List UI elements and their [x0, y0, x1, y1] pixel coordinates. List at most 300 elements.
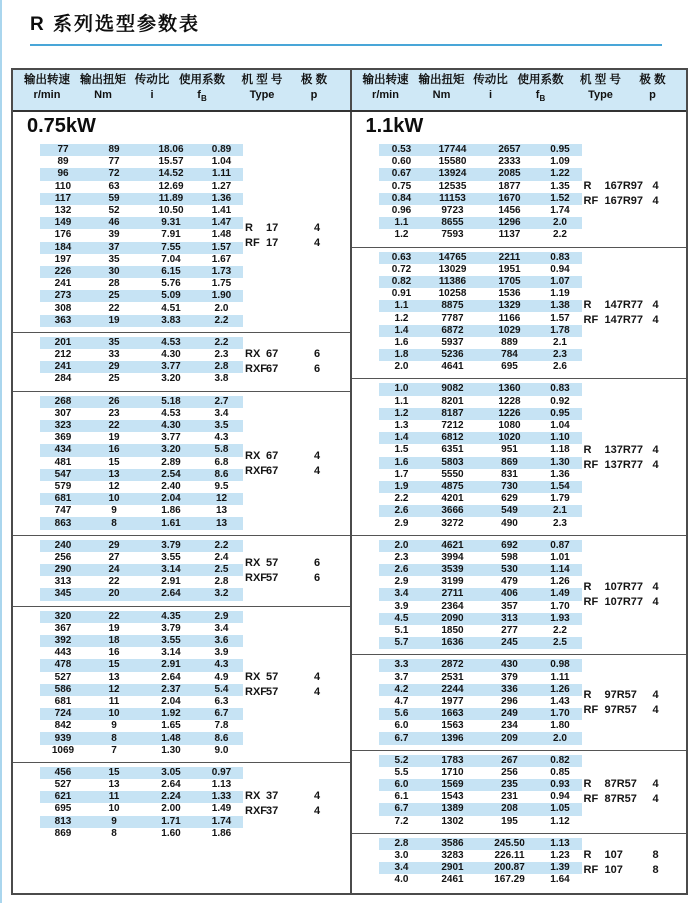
- table-row: [379, 337, 582, 349]
- type-line: [584, 848, 662, 863]
- table-cell: 1.13: [550, 837, 570, 849]
- table-block: [352, 140, 687, 247]
- power-section-1-1kw: [350, 112, 687, 893]
- table-row: [40, 266, 243, 278]
- model-number: 67: [266, 449, 279, 462]
- table-cell: 0.95: [550, 407, 570, 419]
- table-row: [379, 540, 582, 552]
- table-body: [13, 112, 686, 893]
- type-column: [584, 178, 662, 208]
- table-row: [40, 623, 243, 635]
- pole-count: 8: [652, 864, 659, 877]
- type-line: [245, 347, 323, 362]
- type-line: [584, 702, 662, 717]
- type-column: [584, 298, 662, 328]
- model-number: 167R97: [604, 194, 644, 207]
- table-cell: 4.30: [161, 349, 181, 361]
- table-cell: 1.43: [550, 695, 570, 707]
- table-cell: 3.8: [214, 373, 229, 385]
- table-cell: 17744: [438, 144, 467, 156]
- table-cell: 2.2: [214, 336, 229, 348]
- table-cell: 1.47: [211, 217, 232, 229]
- table-row: [379, 432, 582, 444]
- table-cell: 2.5: [553, 637, 567, 649]
- model-prefix: R: [583, 299, 592, 312]
- table-cell: 16: [108, 647, 120, 659]
- table-row: [40, 635, 243, 647]
- table-cell: 549: [501, 505, 518, 517]
- table-cell: 1.04: [211, 156, 232, 168]
- table-cell: 8655: [441, 217, 464, 229]
- table-cell: 1.4: [394, 324, 409, 336]
- table-row: [40, 315, 243, 327]
- header-column: [357, 73, 415, 106]
- table-cell: 11386: [438, 275, 467, 287]
- table-cell: 0.63: [391, 251, 412, 263]
- table-cell: 6.0: [394, 720, 409, 732]
- table-cell: 2.6: [394, 505, 409, 517]
- model-number: 57: [266, 685, 279, 698]
- model-number: 147R77: [604, 299, 644, 312]
- table-cell: 2.0: [553, 732, 567, 744]
- table-cell: 1.5: [394, 444, 409, 456]
- table-row: [40, 229, 243, 241]
- header-label-cn: 机 型 号: [241, 74, 283, 87]
- table-cell: 1080: [498, 420, 521, 432]
- table-cell: 1783: [441, 754, 464, 766]
- type-column: [584, 442, 662, 472]
- table-cell: 12: [215, 493, 228, 505]
- table-row: [40, 181, 243, 193]
- type-line: [584, 777, 662, 792]
- model-prefix: RF: [583, 703, 599, 716]
- table-cell: 3199: [441, 576, 464, 588]
- table-cell: 1.27: [211, 180, 232, 192]
- left-edge-accent: [0, 0, 2, 903]
- table-cell: 27: [108, 551, 120, 563]
- table-cell: 586: [54, 683, 72, 695]
- table-cell: 9: [111, 815, 117, 827]
- table-row: [40, 791, 243, 803]
- table-row: [40, 611, 243, 623]
- table-row: [40, 457, 243, 469]
- table-cell: 4.9: [214, 671, 229, 683]
- model-number: 97R57: [604, 703, 637, 716]
- model-number: 147R77: [604, 314, 644, 327]
- block-rows: [40, 540, 243, 601]
- table-row: [40, 420, 243, 432]
- table-cell: 1710: [441, 766, 464, 778]
- table-row: [40, 659, 243, 671]
- table-cell: 1850: [441, 625, 464, 637]
- table-cell: 443: [54, 647, 72, 659]
- table-cell: 35: [108, 336, 120, 348]
- table-cell: 1302: [441, 815, 464, 827]
- model-prefix: RF: [583, 596, 599, 609]
- table-cell: 481: [54, 456, 72, 468]
- table-cell: 1.0: [394, 383, 409, 395]
- table-row: [379, 684, 582, 696]
- table-cell: 24: [108, 564, 120, 576]
- table-cell: 1389: [441, 803, 464, 815]
- table-cell: 307: [54, 407, 72, 419]
- table-cell: 6.7: [394, 803, 409, 815]
- model-number: 97R57: [604, 688, 637, 701]
- table-cell: 842: [54, 720, 72, 732]
- table-cell: 3.20: [161, 373, 181, 385]
- table-cell: 2.9: [214, 610, 229, 622]
- table-cell: 29: [108, 539, 120, 551]
- table-cell: 4.3: [214, 432, 229, 444]
- model-prefix: RXF: [245, 805, 267, 818]
- model-type: [245, 671, 278, 683]
- table-cell: 19: [108, 314, 120, 326]
- table-cell: 1.78: [550, 324, 570, 336]
- table-cell: 5803: [441, 456, 464, 468]
- table-cell: 939: [54, 732, 72, 744]
- model-number: 57: [266, 670, 279, 683]
- table-cell: 1.54: [550, 480, 570, 492]
- pole-count: 4: [652, 596, 659, 609]
- table-cell: 6.1: [394, 791, 409, 803]
- table-cell: 1.6: [394, 336, 409, 348]
- table-cell: 1.67: [211, 253, 232, 265]
- table-cell: 369: [54, 432, 72, 444]
- table-cell: 621: [54, 791, 72, 803]
- table-cell: 249: [501, 708, 518, 720]
- table-cell: 2.91: [161, 659, 181, 671]
- table-cell: 1.71: [161, 815, 181, 827]
- table-cell: 1.11: [550, 671, 570, 683]
- table-row: [40, 302, 243, 314]
- table-cell: 1226: [498, 407, 521, 419]
- block-rows: [40, 767, 243, 840]
- header-half: [13, 70, 350, 110]
- header-label-unit: r/min: [33, 89, 61, 102]
- table-cell: 8.6: [214, 468, 229, 480]
- model-prefix: R: [583, 581, 592, 594]
- table-cell: 1.10: [550, 432, 570, 444]
- table-row: [40, 493, 243, 505]
- table-cell: 2.2: [553, 625, 567, 637]
- table-row: [40, 672, 243, 684]
- table-cell: 8: [111, 517, 117, 529]
- type-line: [245, 684, 323, 699]
- type-line: [245, 362, 323, 377]
- table-cell: 345: [54, 588, 72, 600]
- table-cell: 0.67: [391, 168, 412, 180]
- table-cell: 110: [54, 180, 72, 192]
- model-type: [245, 363, 278, 375]
- table-cell: 1.12: [550, 815, 570, 827]
- table-cell: 1.74: [550, 205, 570, 217]
- table-row: [40, 144, 243, 156]
- table-cell: 6.8: [214, 456, 229, 468]
- pole-count: 4: [313, 464, 321, 477]
- table-cell: 1.41: [211, 205, 232, 217]
- table-block: [13, 391, 350, 535]
- table-cell: 0.89: [211, 144, 232, 156]
- table-cell: 3.77: [161, 361, 181, 373]
- table-row: [40, 193, 243, 205]
- table-cell: 1.70: [550, 708, 570, 720]
- table-row: [40, 254, 243, 266]
- table-cell: 1.26: [550, 576, 570, 588]
- table-cell: 10: [108, 493, 120, 505]
- table-cell: 0.92: [550, 395, 570, 407]
- table-cell: 4.35: [161, 610, 181, 622]
- pole-count: 4: [313, 790, 321, 803]
- table-row: [40, 647, 243, 659]
- table-cell: 15: [108, 659, 120, 671]
- header-column: [633, 73, 673, 106]
- header-label-unit: $f_B$: [535, 89, 546, 104]
- table-cell: 296: [501, 695, 518, 707]
- model-type: [584, 704, 637, 716]
- table-cell: 1.73: [211, 265, 232, 277]
- table-cell: 1977: [441, 695, 464, 707]
- table-cell: 4201: [441, 493, 464, 505]
- table-header: [13, 70, 686, 112]
- table-cell: 1.9: [394, 480, 409, 492]
- table-cell: 1.86: [211, 827, 232, 839]
- table-block: [13, 332, 350, 391]
- table-cell: 15.57: [158, 156, 184, 168]
- header-column: [469, 73, 513, 106]
- table-cell: 5.8: [214, 444, 229, 456]
- table-cell: 7.8: [214, 720, 229, 732]
- table-row: [379, 564, 582, 576]
- table-row: [379, 505, 582, 517]
- table-cell: 8: [111, 732, 117, 744]
- table-cell: 96: [57, 168, 69, 180]
- table-cell: 5236: [441, 349, 464, 361]
- model-prefix: RX: [245, 449, 261, 462]
- model-type: [245, 348, 278, 360]
- model-number: 17: [266, 222, 279, 235]
- table-cell: 2.2: [214, 314, 229, 326]
- pole-count: 4: [652, 703, 659, 716]
- table-cell: 2.3: [214, 349, 229, 361]
- table-cell: 52: [108, 205, 120, 217]
- table-cell: 29: [108, 361, 120, 373]
- table-cell: 1.60: [161, 827, 181, 839]
- table-row: [379, 481, 582, 493]
- model-type: [584, 864, 623, 876]
- table-cell: 256: [54, 551, 72, 563]
- table-cell: 6.3: [214, 695, 229, 707]
- header-label-cn: 传动比: [473, 74, 508, 87]
- table-cell: 490: [501, 517, 518, 529]
- table-cell: 200.87: [494, 862, 525, 874]
- table-cell: 363: [54, 314, 72, 326]
- pole-count: 4: [652, 778, 659, 791]
- table-row: [40, 552, 243, 564]
- block-rows: [40, 611, 243, 757]
- table-cell: 22: [108, 420, 120, 432]
- table-cell: 3.77: [161, 432, 181, 444]
- table-cell: 1.49: [211, 803, 232, 815]
- table-cell: 8.6: [214, 732, 229, 744]
- table-cell: 0.93: [550, 779, 570, 791]
- block-rows: [379, 383, 582, 529]
- table-row: [40, 337, 243, 349]
- model-type: [245, 237, 278, 249]
- header-column: [174, 73, 230, 106]
- table-cell: 1.57: [211, 241, 232, 253]
- table-cell: 7.55: [161, 241, 181, 253]
- model-type: [584, 778, 637, 790]
- table-cell: 7.91: [161, 229, 181, 241]
- model-prefix: RXF: [245, 572, 267, 585]
- table-row: [40, 278, 243, 290]
- table-row: [379, 625, 582, 637]
- table-row: [40, 361, 243, 373]
- model-number: 137R77: [604, 443, 644, 456]
- table-cell: 2.8: [214, 576, 229, 588]
- table-row: [40, 373, 243, 385]
- model-number: 107R77: [604, 596, 644, 609]
- type-line: [245, 463, 323, 478]
- table-cell: 208: [501, 803, 518, 815]
- table-row: [40, 720, 243, 732]
- table-cell: 813: [54, 815, 72, 827]
- table-cell: 3.3: [394, 659, 409, 671]
- block-rows: [379, 838, 582, 887]
- table-cell: 22: [108, 610, 120, 622]
- table-cell: 13: [108, 779, 120, 791]
- page-title: R 系列选型参数表: [30, 14, 201, 35]
- table-row: [379, 156, 582, 168]
- table-cell: 33: [108, 349, 120, 361]
- model-number: 37: [266, 805, 279, 818]
- table-cell: 4.0: [394, 874, 409, 886]
- table-cell: 3539: [441, 564, 464, 576]
- table-cell: 367: [54, 622, 72, 634]
- table-cell: 1.30: [161, 744, 181, 756]
- table-row: [40, 349, 243, 361]
- table-cell: 0.95: [550, 144, 570, 156]
- table-cell: 1137: [498, 229, 521, 241]
- table-cell: 3666: [441, 505, 464, 517]
- table-row: [40, 767, 243, 779]
- table-cell: 4641: [441, 361, 464, 373]
- model-prefix: RF: [583, 864, 599, 877]
- table-cell: 37: [108, 241, 120, 253]
- table-row: [40, 505, 243, 517]
- table-row: [379, 193, 582, 205]
- table-row: [379, 349, 582, 361]
- table-cell: 12535: [438, 180, 467, 192]
- table-cell: 1.49: [550, 588, 570, 600]
- table-cell: 12: [108, 683, 120, 695]
- model-prefix: RF: [245, 237, 260, 250]
- pole-count: 4: [652, 194, 659, 207]
- table-cell: 1.61: [161, 517, 181, 529]
- table-row: [379, 444, 582, 456]
- table-cell: 479: [501, 576, 518, 588]
- table-cell: 6.0: [394, 779, 409, 791]
- table-cell: 5.7: [394, 637, 409, 649]
- table-row: [379, 588, 582, 600]
- model-prefix: R: [583, 849, 592, 862]
- table-cell: 2.1: [553, 505, 567, 517]
- type-line: [584, 178, 662, 193]
- table-cell: 1.6: [394, 456, 409, 468]
- model-type: [245, 805, 278, 817]
- table-cell: 0.85: [550, 766, 570, 778]
- table-cell: 1.1: [394, 217, 409, 229]
- pole-count: 6: [313, 557, 321, 570]
- table-row: [379, 601, 582, 613]
- table-cell: 1670: [498, 192, 521, 204]
- table-cell: 0.97: [211, 766, 232, 778]
- table-cell: 10.50: [158, 205, 184, 217]
- table-cell: 889: [501, 336, 518, 348]
- type-column: [245, 669, 323, 699]
- table-cell: 5550: [441, 468, 464, 480]
- table-cell: 256: [501, 766, 518, 778]
- table-row: [379, 862, 582, 874]
- header-label-cn: 传动比: [134, 74, 170, 87]
- table-cell: 3.4: [214, 407, 229, 419]
- table-cell: 19: [108, 622, 120, 634]
- table-row: [379, 252, 582, 264]
- pole-count: 4: [313, 237, 321, 250]
- table-row: [379, 552, 582, 564]
- table-cell: 9723: [441, 205, 464, 217]
- table-cell: 1636: [441, 637, 464, 649]
- table-cell: 0.94: [550, 263, 570, 275]
- pole-count: 4: [313, 670, 321, 683]
- table-cell: 579: [54, 480, 72, 492]
- table-cell: 456: [54, 766, 72, 778]
- table-cell: 1.18: [550, 444, 570, 456]
- table-cell: 2.3: [553, 517, 567, 529]
- table-cell: 692: [501, 539, 518, 551]
- table-cell: 1.23: [550, 850, 570, 862]
- table-cell: 167.29: [494, 874, 525, 886]
- table-cell: 15580: [438, 156, 467, 168]
- table-cell: 313: [501, 612, 518, 624]
- table-cell: 1.38: [550, 300, 570, 312]
- table-cell: 478: [54, 659, 72, 671]
- table-row: [379, 850, 582, 862]
- table-cell: 1.65: [161, 720, 181, 732]
- model-type: [584, 849, 623, 861]
- table-cell: 3586: [441, 837, 464, 849]
- table-cell: 1.4: [394, 432, 409, 444]
- table-cell: 3.4: [394, 862, 409, 874]
- table-cell: 1.36: [211, 192, 232, 204]
- pole-count: 8: [652, 849, 659, 862]
- table-cell: 0.72: [391, 263, 412, 275]
- table-cell: 5.18: [161, 395, 181, 407]
- header-label-unit: p: [649, 89, 656, 102]
- model-type: [584, 689, 637, 701]
- table-cell: 7.2: [394, 815, 409, 827]
- model-number: 57: [266, 557, 279, 570]
- table-cell: 1.04: [550, 420, 570, 432]
- table-cell: 3.7: [394, 671, 409, 683]
- type-line: [584, 442, 662, 457]
- table-cell: 7593: [441, 229, 464, 241]
- table-cell: 2.4: [214, 551, 229, 563]
- table-cell: 0.82: [550, 754, 570, 766]
- type-line: [245, 804, 323, 819]
- table-cell: 2.64: [161, 588, 181, 600]
- model-prefix: RX: [245, 670, 261, 683]
